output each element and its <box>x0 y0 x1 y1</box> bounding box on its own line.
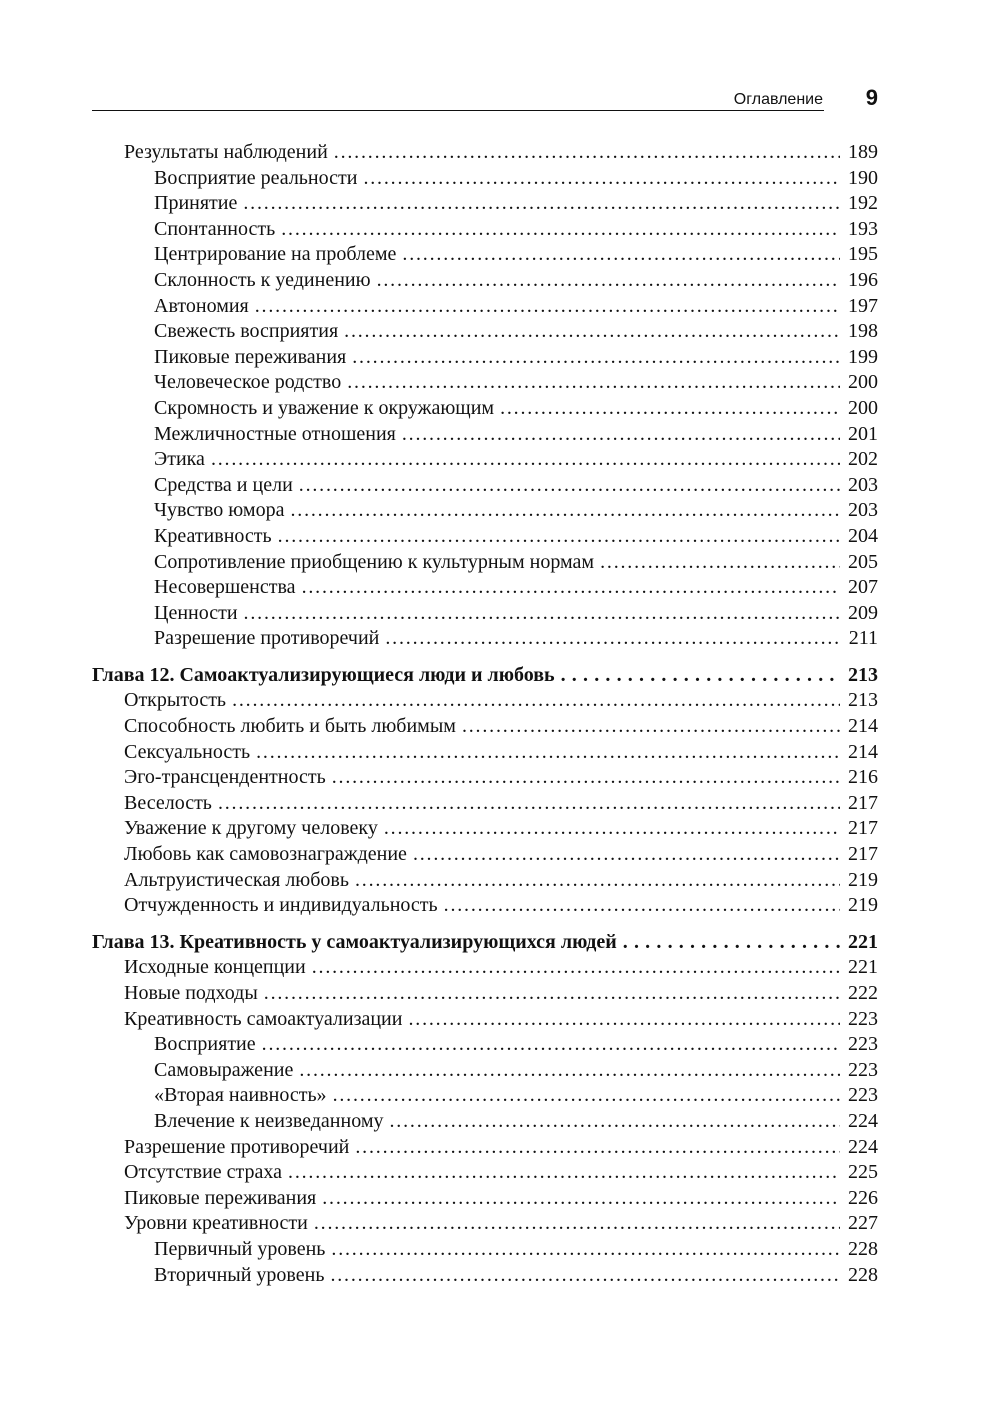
dot-leader <box>232 688 840 714</box>
dot-leader <box>462 714 840 740</box>
toc-entry-title: Вторичный уровень <box>154 1263 325 1286</box>
toc-entry <box>92 1237 878 1263</box>
toc-entry <box>92 575 878 601</box>
toc-entry-title: Самовыражение <box>154 1058 294 1081</box>
table-of-contents <box>92 140 878 1288</box>
toc-entry-page: 195 <box>848 243 878 266</box>
toc-entry-page: 197 <box>848 294 878 317</box>
toc-entry-title: Несовершенства <box>154 576 296 599</box>
toc-entry-title: Любовь как самовознаграждение <box>124 843 407 866</box>
dot-leader <box>255 294 840 320</box>
toc-entry-title: Этика <box>154 448 205 471</box>
dot-leader <box>244 601 840 627</box>
toc-entry-title: Результаты наблюдений <box>124 141 328 163</box>
dot-leader <box>332 765 840 791</box>
toc-entry <box>92 1007 878 1033</box>
toc-entry <box>92 396 878 422</box>
toc-entry-title: Отчужденность и индивидуальность <box>124 894 438 917</box>
toc-entry-page: 205 <box>848 550 878 573</box>
toc-entry-page: 219 <box>848 868 878 891</box>
dot-leader <box>331 1237 840 1263</box>
toc-entry-page: 227 <box>848 1212 878 1235</box>
toc-entry <box>92 242 878 268</box>
toc-entry-title: Склонность к уединению <box>154 268 371 291</box>
toc-entry <box>92 217 878 243</box>
dot-leader <box>561 663 840 689</box>
toc-entry-title: Первичный уровень <box>154 1237 326 1260</box>
dot-leader <box>347 370 840 396</box>
dot-leader <box>402 422 840 448</box>
toc-entry-page: 209 <box>848 601 878 624</box>
toc-entry-page: 225 <box>848 1161 878 1184</box>
toc-entry-title: Восприятие реальности <box>154 166 358 189</box>
dot-leader <box>299 473 840 499</box>
dot-leader <box>408 1007 840 1033</box>
dot-leader <box>281 217 840 243</box>
toc-entry-title: Отсутствие страха <box>124 1161 283 1184</box>
toc-entry-page: 223 <box>848 1033 878 1056</box>
toc-entry <box>92 842 878 868</box>
toc-entry <box>92 422 878 448</box>
toc-entry <box>92 1186 878 1212</box>
toc-entry-page: 193 <box>848 217 878 240</box>
dot-leader <box>355 1135 840 1161</box>
dot-leader <box>390 1109 841 1135</box>
toc-entry-title: Пиковые переживания <box>124 1186 317 1209</box>
dot-leader <box>363 166 840 192</box>
toc-entry-page: 203 <box>848 473 878 496</box>
dot-leader <box>623 930 840 956</box>
toc-entry-page: 204 <box>848 524 878 547</box>
toc-entry-page: 202 <box>848 448 878 471</box>
toc-entry-title: Разрешение противоречий <box>124 1135 350 1158</box>
dot-leader <box>290 498 840 524</box>
toc-entry-page: 228 <box>848 1237 878 1260</box>
toc-entry <box>92 740 878 766</box>
toc-entry <box>92 688 878 714</box>
toc-entry-page: 226 <box>848 1186 878 1209</box>
toc-entry-page: 199 <box>848 345 878 368</box>
toc-entry-title: Ценности <box>154 601 238 624</box>
toc-entry-title: Восприятие <box>154 1033 256 1056</box>
toc-entry <box>92 868 878 894</box>
toc-entry-title: Спонтанность <box>154 217 276 240</box>
dot-leader <box>211 447 840 473</box>
toc-entry <box>92 1211 878 1237</box>
toc-entry <box>92 791 878 817</box>
toc-entry-page: 189 <box>848 141 878 163</box>
toc-entry <box>92 1058 878 1084</box>
toc-entry-page: 214 <box>848 715 878 738</box>
toc-entry <box>92 981 878 1007</box>
dot-leader <box>302 575 840 601</box>
toc-entry-page: 213 <box>848 663 878 686</box>
toc-entry-page: 224 <box>848 1135 878 1158</box>
toc-entry-page: 228 <box>848 1263 878 1286</box>
toc-entry-page: 217 <box>848 817 878 840</box>
toc-entry-page: 223 <box>848 1084 878 1107</box>
toc-entry-page: 203 <box>848 499 878 522</box>
toc-entry-page: 192 <box>848 192 878 215</box>
toc-entry <box>92 191 878 217</box>
toc-entry-page: 221 <box>848 930 878 953</box>
toc-entry <box>92 140 878 166</box>
toc-entry-page: 214 <box>848 740 878 763</box>
toc-entry-title: Сопротивление приобщению к культурным нормам <box>154 550 595 573</box>
toc-entry-title: Исходные концепции <box>124 956 306 979</box>
toc-entry-title: Сексуальность <box>124 740 251 763</box>
toc-entry <box>92 370 878 396</box>
dot-leader <box>334 140 840 166</box>
toc-entry-title: Веселость <box>124 791 212 814</box>
toc-entry <box>92 714 878 740</box>
toc-entry-title: Новые подходы <box>124 982 258 1004</box>
dot-leader <box>352 345 840 371</box>
toc-entry-page: 213 <box>848 689 878 712</box>
toc-entry <box>92 893 878 919</box>
toc-entry <box>92 550 878 576</box>
toc-entry-title: Автономия <box>154 294 249 317</box>
toc-entry-title: Альтруистическая любовь <box>124 868 349 891</box>
toc-entry-title: Человеческое родство <box>154 371 342 394</box>
toc-entry-title: Уровни креативности <box>124 1212 308 1235</box>
dot-leader <box>344 319 840 345</box>
dot-leader <box>413 842 840 868</box>
toc-entry-title: Уважение к другому человеку <box>124 817 378 840</box>
toc-entry-title: Принятие <box>154 192 238 215</box>
toc-entry <box>92 268 878 294</box>
dot-leader <box>500 396 840 422</box>
dot-leader <box>218 791 840 817</box>
dot-leader <box>322 1186 840 1212</box>
toc-entry <box>92 498 878 524</box>
toc-entry-page: 196 <box>848 268 878 291</box>
dot-leader <box>299 1058 840 1084</box>
dot-leader <box>243 191 840 217</box>
toc-entry-page: 219 <box>848 894 878 917</box>
toc-entry <box>92 1083 878 1109</box>
toc-entry <box>92 1109 878 1135</box>
toc-entry-title: Эго-трансцендентность <box>124 766 326 789</box>
toc-entry-page: 201 <box>848 422 878 445</box>
toc-entry-title: Способность любить и быть любимым <box>124 715 456 738</box>
toc-entry <box>92 447 878 473</box>
toc-entry-title: Чувство юмора <box>154 499 285 522</box>
dot-leader <box>377 268 840 294</box>
dot-leader <box>256 740 840 766</box>
toc-entry <box>92 524 878 550</box>
dot-leader <box>355 868 840 894</box>
dot-leader <box>262 1032 840 1058</box>
toc-entry-title: Свежесть восприятия <box>154 320 339 343</box>
dot-leader <box>600 550 840 576</box>
toc-entry-page: 200 <box>848 371 878 394</box>
toc-entry <box>92 765 878 791</box>
toc-entry-page: 217 <box>848 791 878 814</box>
toc-entry-page: 222 <box>848 982 878 1004</box>
toc-chapter-entry <box>92 663 878 689</box>
toc-entry <box>92 1032 878 1058</box>
dot-leader <box>314 1211 840 1237</box>
toc-entry-page: 217 <box>848 843 878 866</box>
running-title: Оглавление <box>733 91 823 108</box>
toc-entry-title: Открытость <box>124 689 227 712</box>
dot-leader <box>330 1263 840 1289</box>
toc-entry <box>92 1160 878 1186</box>
dot-leader <box>384 816 840 842</box>
dot-leader <box>333 1083 840 1109</box>
toc-entry <box>92 166 878 192</box>
dot-leader <box>385 626 840 652</box>
toc-entry-page: 207 <box>848 576 878 599</box>
toc-entry <box>92 626 878 652</box>
dot-leader <box>288 1160 840 1186</box>
toc-entry-title: Креативность <box>154 524 272 547</box>
toc-entry-title: Влечение к неизведанному <box>154 1109 384 1132</box>
toc-entry <box>92 294 878 320</box>
toc-entry-title: Пиковые переживания <box>154 345 347 368</box>
toc-entry-title: Креативность самоактуализации <box>124 1007 403 1030</box>
toc-entry <box>92 955 878 981</box>
toc-entry-page: 190 <box>848 166 878 189</box>
dot-leader <box>312 955 840 981</box>
header-rule <box>92 110 824 111</box>
toc-entry-page: 211 <box>848 627 878 650</box>
toc-entry-page: 223 <box>848 1007 878 1030</box>
dot-leader <box>278 524 840 550</box>
page-number: 9 <box>865 85 878 110</box>
toc-entry-page: 216 <box>848 766 878 789</box>
toc-entry-title: Скромность и уважение к окружающим <box>154 396 495 419</box>
toc-entry-page: 224 <box>848 1109 878 1132</box>
toc-entry-title: Разрешение противоречий <box>154 627 380 650</box>
toc-entry-title: «Вторая наивность» <box>154 1084 327 1107</box>
dot-leader <box>444 893 840 919</box>
toc-entry <box>92 816 878 842</box>
toc-chapter-entry <box>92 930 878 956</box>
toc-entry <box>92 601 878 627</box>
toc-entry-title: Межличностные отношения <box>154 422 396 445</box>
toc-entry-title: Средства и цели <box>154 473 293 496</box>
dot-leader <box>264 981 840 1007</box>
toc-entry-page: 200 <box>848 396 878 419</box>
toc-entry <box>92 1135 878 1161</box>
toc-entry <box>92 319 878 345</box>
toc-entry-title: Глава 13. Креативность у самоактуализирующихся людей <box>92 930 617 953</box>
toc-entry-page: 198 <box>848 320 878 343</box>
toc-entry-title: Глава 12. Самоактуализирующиеся люди и любовь <box>92 663 555 686</box>
toc-entry <box>92 1263 878 1289</box>
dot-leader <box>402 242 840 268</box>
toc-entry-page: 223 <box>848 1058 878 1081</box>
toc-entry-title: Центрирование на проблеме <box>154 243 397 266</box>
toc-entry-page: 221 <box>848 956 878 979</box>
toc-entry <box>92 345 878 371</box>
toc-entry <box>92 473 878 499</box>
